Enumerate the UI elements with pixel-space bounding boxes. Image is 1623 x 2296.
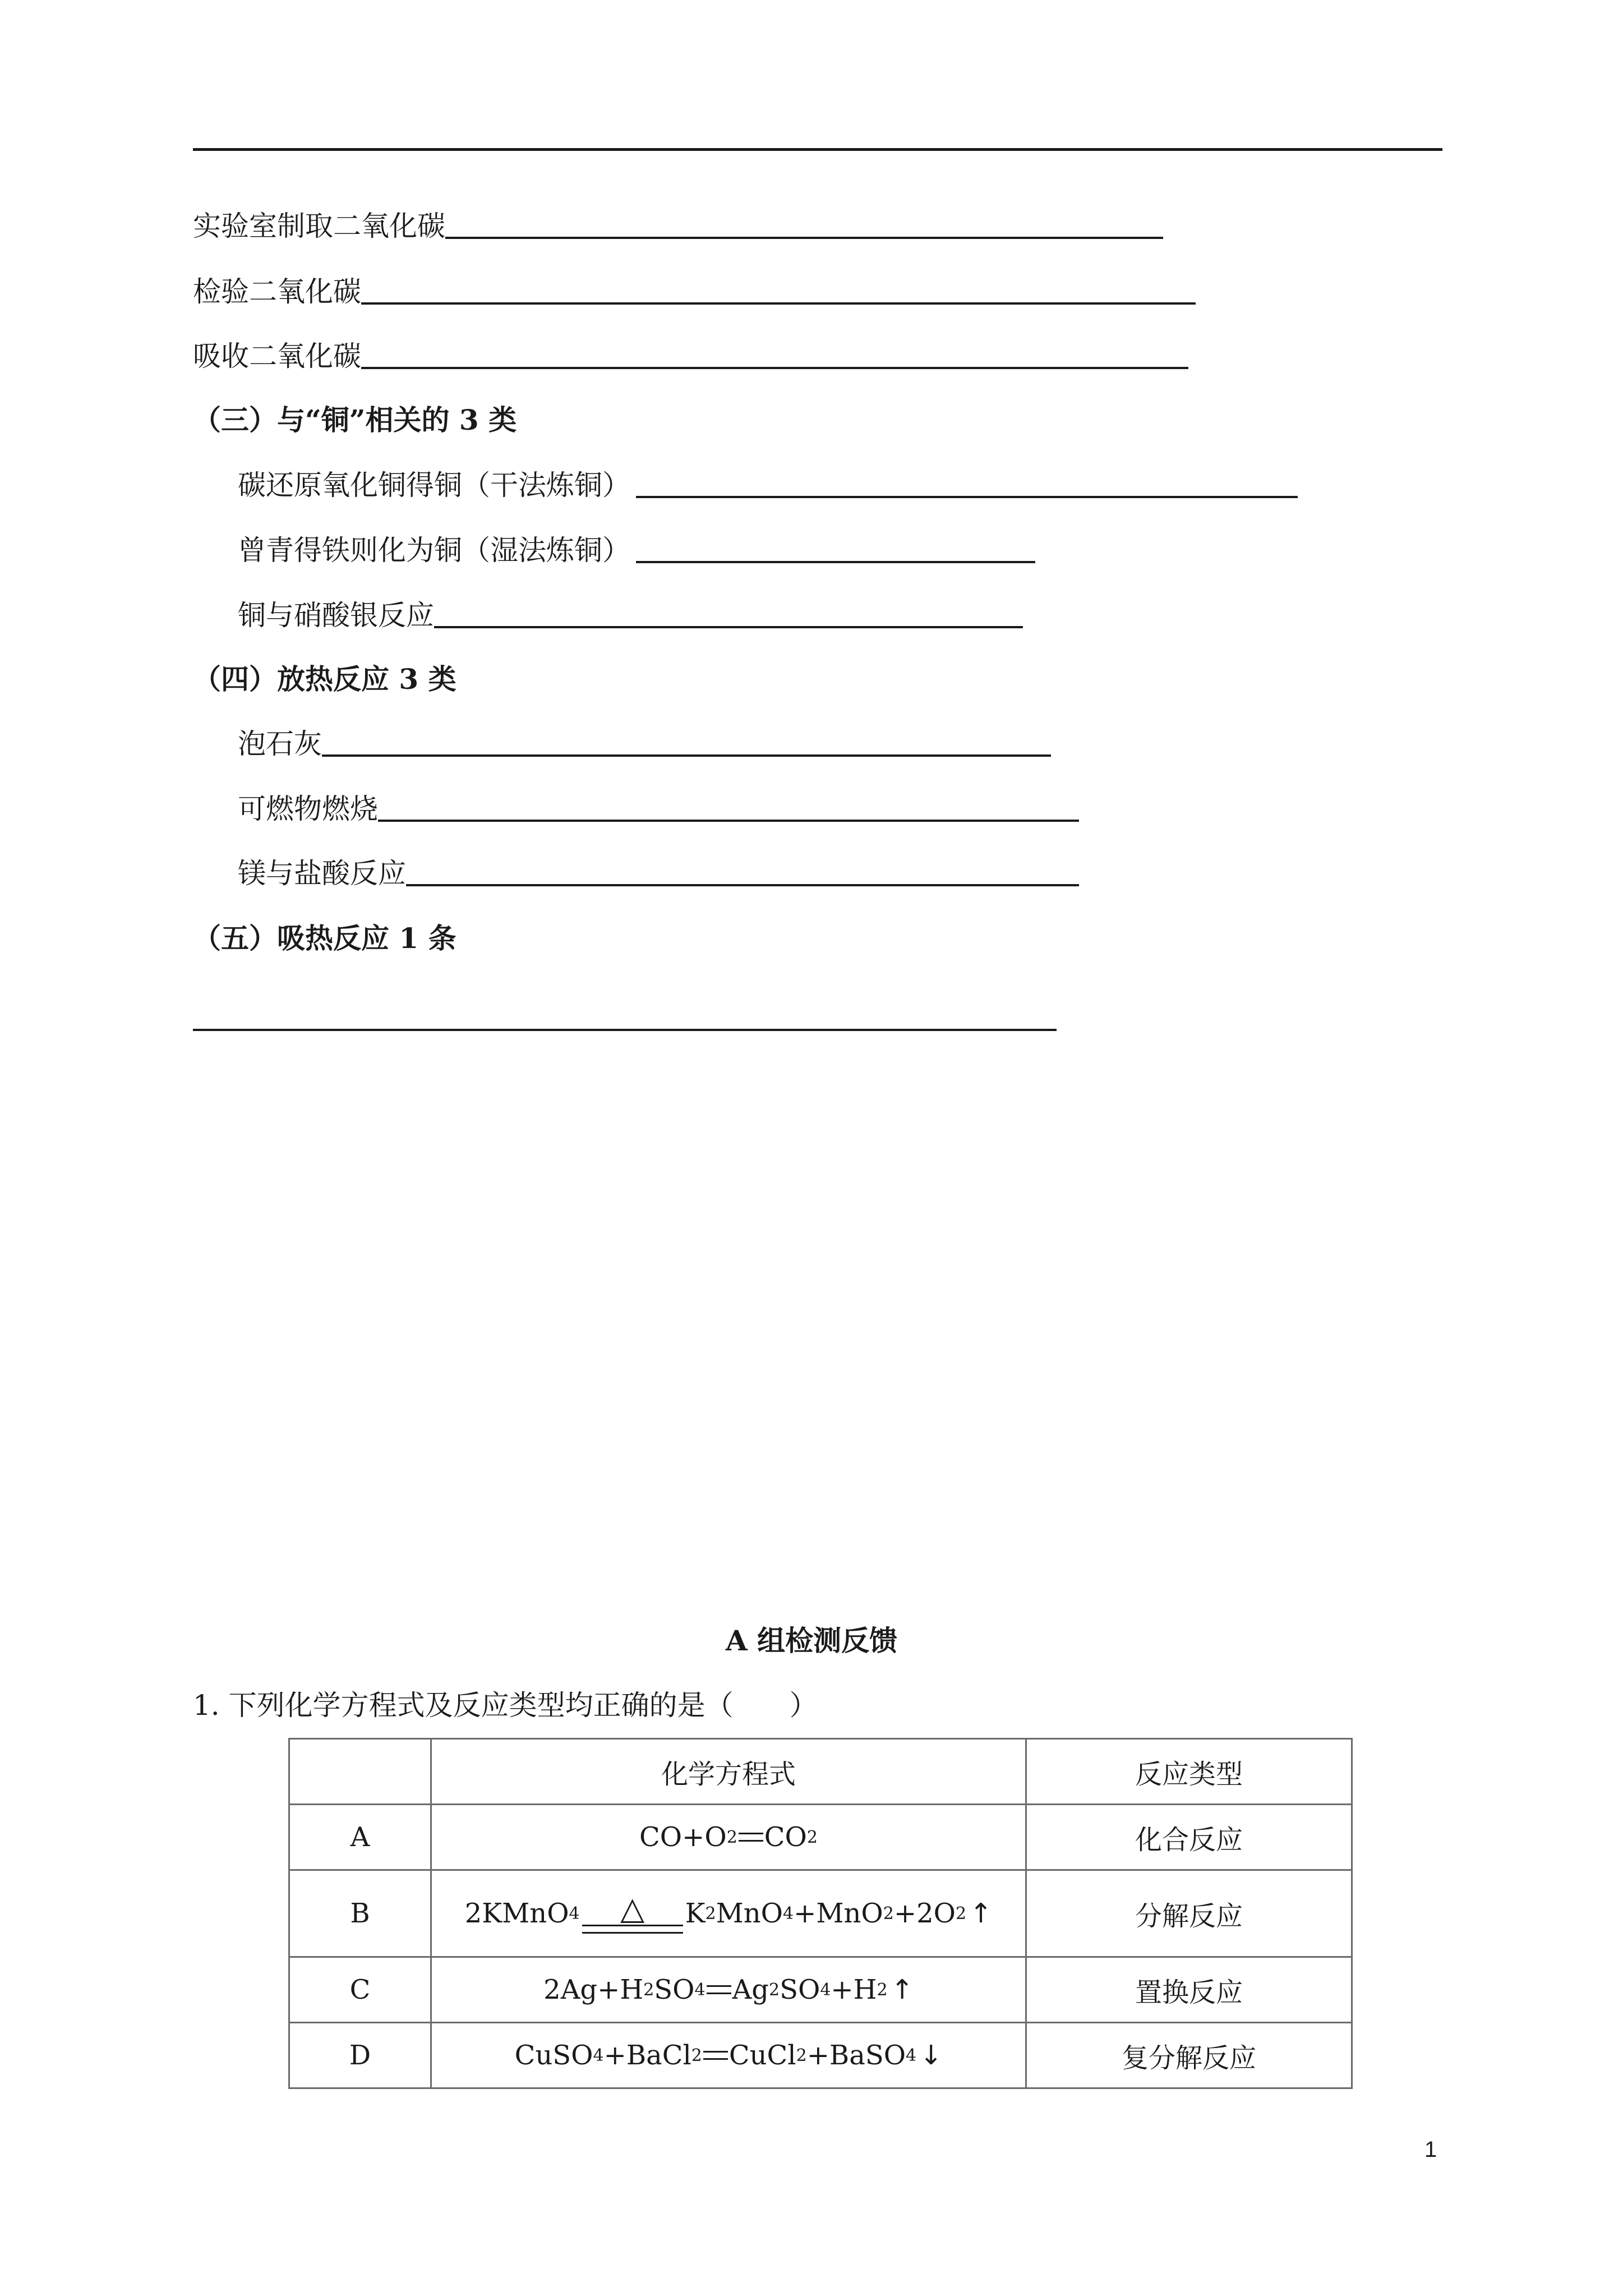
fill-line-endothermic xyxy=(193,999,1057,1038)
equation-d: CuSO 4 +BaCl 2 CuCl 2 +BaSO 4 ↓ xyxy=(514,2040,943,2071)
reaction-type: 置换反应 xyxy=(1026,1957,1352,2023)
answer-blank[interactable] xyxy=(434,626,1023,628)
label-exothermic-1: 泡石灰 xyxy=(238,728,322,760)
header-rule xyxy=(193,148,1442,151)
table-row xyxy=(289,1957,1352,2023)
equation-cell xyxy=(431,1957,1026,2023)
label-exothermic-3: 镁与盐酸反应 xyxy=(238,857,406,890)
answer-blank[interactable] xyxy=(361,367,1188,369)
answer-blank[interactable] xyxy=(193,1029,1057,1031)
equals-sign xyxy=(707,1985,731,1994)
section-heading-copper: （三）与“铜”相关的 3 类 xyxy=(193,403,517,436)
label-co2-lab-prep: 实验室制取二氧化碳 xyxy=(193,210,445,242)
fill-line-co2-test xyxy=(193,272,1196,311)
option-label: A xyxy=(289,1805,431,1870)
reaction-type: 化合反应 xyxy=(1026,1805,1352,1870)
reaction-type: 分解反应 xyxy=(1026,1870,1352,1957)
answer-blank[interactable] xyxy=(406,884,1079,886)
equals-sign xyxy=(582,1925,683,1934)
equation-cell xyxy=(431,1870,1026,1957)
fill-line-exothermic-1 xyxy=(238,724,1051,763)
label-exothermic-2: 可燃物燃烧 xyxy=(238,793,378,825)
equation-b: 2KMnO 4 △ K 2 MnO 4 +MnO 2 +2O 2 ↑ xyxy=(465,1893,993,1934)
answer-blank[interactable] xyxy=(636,496,1298,498)
gas-arrow-icon: ↑ xyxy=(970,1898,993,1929)
label-co2-absorb: 吸收二氧化碳 xyxy=(193,340,361,372)
option-label: C xyxy=(289,1957,431,2023)
equation-cell xyxy=(431,1805,1026,1870)
fill-line-copper-1 xyxy=(238,466,1298,505)
option-label: D xyxy=(289,2023,431,2088)
precipitate-arrow-icon: ↓ xyxy=(920,2040,943,2071)
fill-line-co2-absorb xyxy=(193,337,1188,376)
header-equation: 化学方程式 xyxy=(431,1739,1026,1805)
feedback-title: A 组检测反馈 xyxy=(725,1624,898,1657)
question-1: 1. 下列化学方程式及反应类型均正确的是（ ） xyxy=(193,1689,818,1722)
fill-line-copper-2 xyxy=(238,531,1035,570)
equation-a: CO+O 2 CO 2 xyxy=(639,1821,818,1853)
fill-line-copper-3 xyxy=(238,596,1023,635)
label-copper-3: 铜与硝酸银反应 xyxy=(238,599,434,632)
fill-line-exothermic-3 xyxy=(238,854,1079,893)
header-empty-cell xyxy=(289,1739,431,1805)
reaction-table xyxy=(288,1738,1353,2089)
answer-blank[interactable] xyxy=(322,754,1051,757)
equation-c: 2Ag+H 2 SO 4 Ag 2 SO 4 +H 2 ↑ xyxy=(543,1974,914,2005)
fill-line-co2-lab-prep xyxy=(193,206,1163,246)
answer-blank[interactable] xyxy=(361,302,1196,305)
section-heading-exothermic: （四）放热反应 3 类 xyxy=(193,662,457,696)
heat-triangle-icon: △ xyxy=(620,1890,645,1927)
section-heading-endothermic: （五）吸热反应 1 条 xyxy=(193,922,457,955)
answer-blank[interactable] xyxy=(445,237,1163,239)
answer-blank[interactable] xyxy=(378,820,1079,822)
reaction-type: 复分解反应 xyxy=(1026,2023,1352,2088)
gas-arrow-icon: ↑ xyxy=(891,1974,914,2005)
equals-sign xyxy=(703,2051,728,2060)
label-copper-2: 曾青得铁则化为铜（湿法炼铜） xyxy=(238,534,630,567)
fill-line-exothermic-2 xyxy=(238,789,1079,829)
equals-sign xyxy=(739,1833,763,1842)
heating-condition-sign xyxy=(582,1890,683,1934)
page-number: 1 xyxy=(1424,2137,1437,2162)
table-row xyxy=(289,1805,1352,1870)
label-co2-test: 检验二氧化碳 xyxy=(193,275,361,308)
header-type: 反应类型 xyxy=(1026,1739,1352,1805)
table-header-row xyxy=(289,1739,1352,1805)
table-row xyxy=(289,1870,1352,1957)
answer-blank[interactable] xyxy=(636,561,1035,563)
table-row xyxy=(289,2023,1352,2088)
option-label: B xyxy=(289,1870,431,1957)
label-copper-1: 碳还原氧化铜得铜（干法炼铜） xyxy=(238,469,630,501)
equation-cell xyxy=(431,2023,1026,2088)
